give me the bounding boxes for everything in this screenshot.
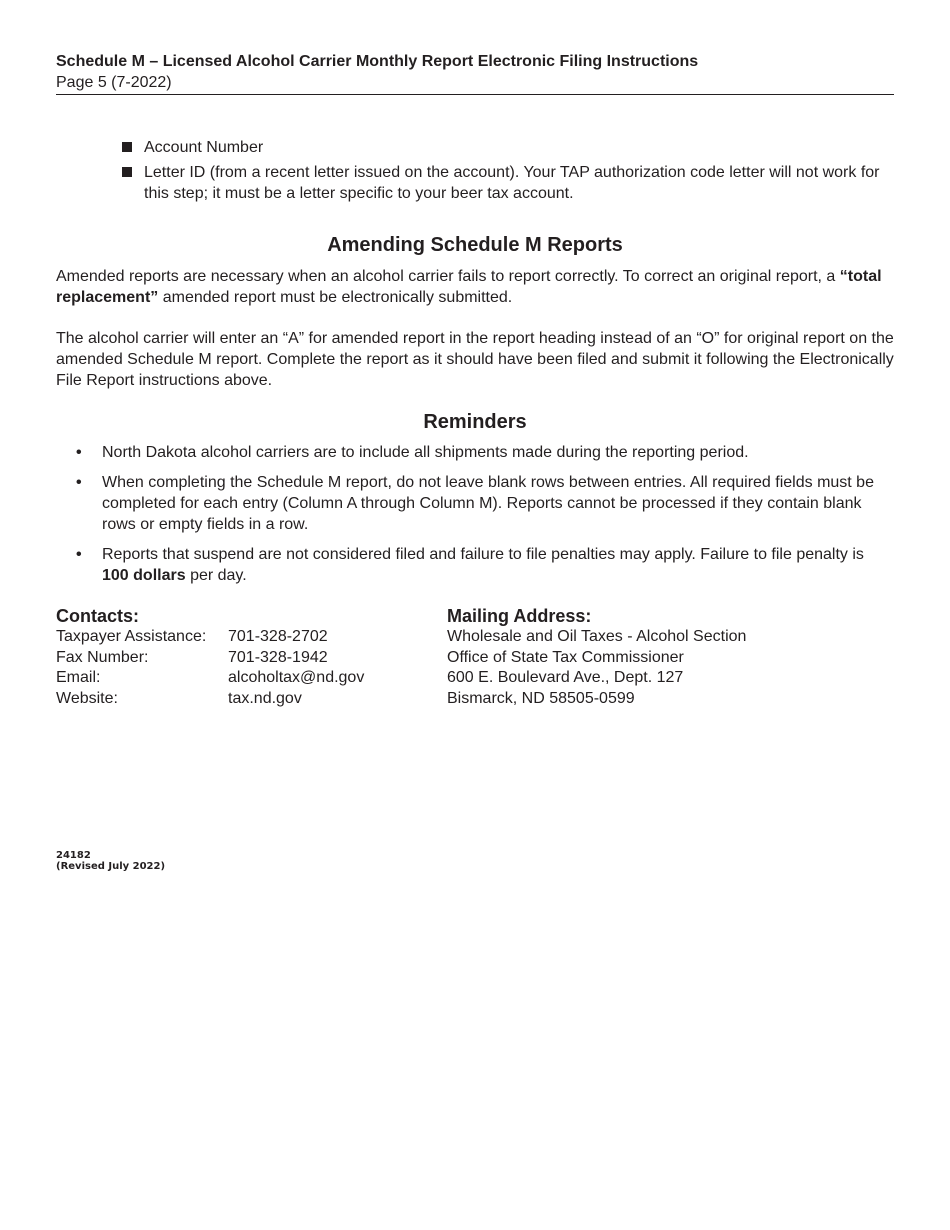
page-number: Page 5 (7-2022): [56, 74, 172, 91]
contact-row: [56, 648, 436, 669]
list-item-text: Account Number: [144, 139, 264, 156]
square-bullet-icon: [122, 142, 132, 152]
contact-label: Email:: [56, 669, 101, 687]
fax-number: 701-328-1942: [228, 648, 328, 666]
header-title: Schedule M – Licensed Alcohol Carrier Monthly Report Electronic Filing Instructions: [56, 53, 699, 70]
square-bullet-icon: [122, 167, 132, 177]
list-item-text: Reports that suspend are not considered filed and failure to file penalties may apply. Failure to file penalty is: [102, 546, 864, 563]
address-line: 600 E. Boulevard Ave., Dept. 127: [447, 669, 684, 687]
contact-row: [56, 668, 436, 689]
list-item-text: When completing the Schedule M report, do not leave blank rows between entries. All required fields must be completed for each entry (Column A through Column M). Reports cannot be processed if they contain blank rows or empty fields in a row.: [102, 474, 874, 533]
address-line: Bismarck, ND 58505-0599: [447, 690, 635, 708]
list-item-text: North Dakota alcohol carriers are to include all shipments made during the reporting period.: [102, 444, 749, 461]
contacts-section: [56, 606, 436, 710]
list-item: [76, 472, 882, 535]
contact-label: Taxpayer Assistance:: [56, 628, 207, 645]
requirements-list: [122, 137, 882, 208]
amending-paragraph-2: The alcohol carrier will enter an “A” for amended report in the report heading instead of an “O” for original report on the amended Schedule M report. Complete the report as it should have been filed and submit it following the Electronically File Report instructions above.: [56, 330, 894, 389]
address-line: Office of State Tax Commissioner: [447, 648, 684, 666]
mailing-heading: Mailing Address:: [447, 606, 592, 626]
total-replacement-emphasis: “total replacement”: [56, 268, 882, 306]
contact-row: [56, 689, 436, 710]
list-item: [76, 442, 882, 463]
list-item: [122, 162, 882, 204]
list-item-text: per day.: [190, 567, 247, 584]
reminders-list: [76, 442, 882, 595]
bullet-icon: •: [76, 546, 82, 563]
form-footer: [56, 850, 165, 872]
amending-heading: Amending Schedule M Reports: [327, 234, 623, 256]
page-header: [56, 52, 894, 93]
contact-row: [56, 627, 436, 648]
mailing-address-section: [447, 606, 887, 710]
paragraph-text: amended report must be electronically submitted.: [162, 289, 513, 306]
list-item: [76, 544, 882, 586]
contacts-heading: Contacts:: [56, 606, 140, 626]
contact-label: Website:: [56, 690, 118, 708]
revision-date: (Revised July 2022): [56, 861, 166, 872]
taxpayer-assistance-phone: 701-328-2702: [228, 628, 328, 645]
list-item-text: Letter ID (from a recent letter issued on the account). Your TAP authorization code letter will not work for this step; it must be a letter specific to your beer tax account.: [144, 164, 880, 202]
paragraph-text: Amended reports are necessary when an alcohol carrier fails to report correctly. To correct an original report, a: [56, 268, 836, 285]
bullet-icon: •: [76, 474, 82, 491]
email-address: alcoholtax@nd.gov: [228, 669, 365, 687]
amending-paragraph-1: [56, 266, 896, 308]
header-divider: [56, 94, 894, 95]
reminders-heading: Reminders: [423, 411, 527, 433]
website: tax.nd.gov: [228, 690, 302, 708]
address-line: Wholesale and Oil Taxes - Alcohol Section: [447, 628, 747, 645]
form-number: 24182: [56, 850, 91, 861]
list-item: [122, 137, 882, 158]
bullet-icon: •: [76, 444, 82, 461]
penalty-amount: 100 dollars: [102, 567, 186, 584]
contact-label: Fax Number:: [56, 648, 149, 666]
